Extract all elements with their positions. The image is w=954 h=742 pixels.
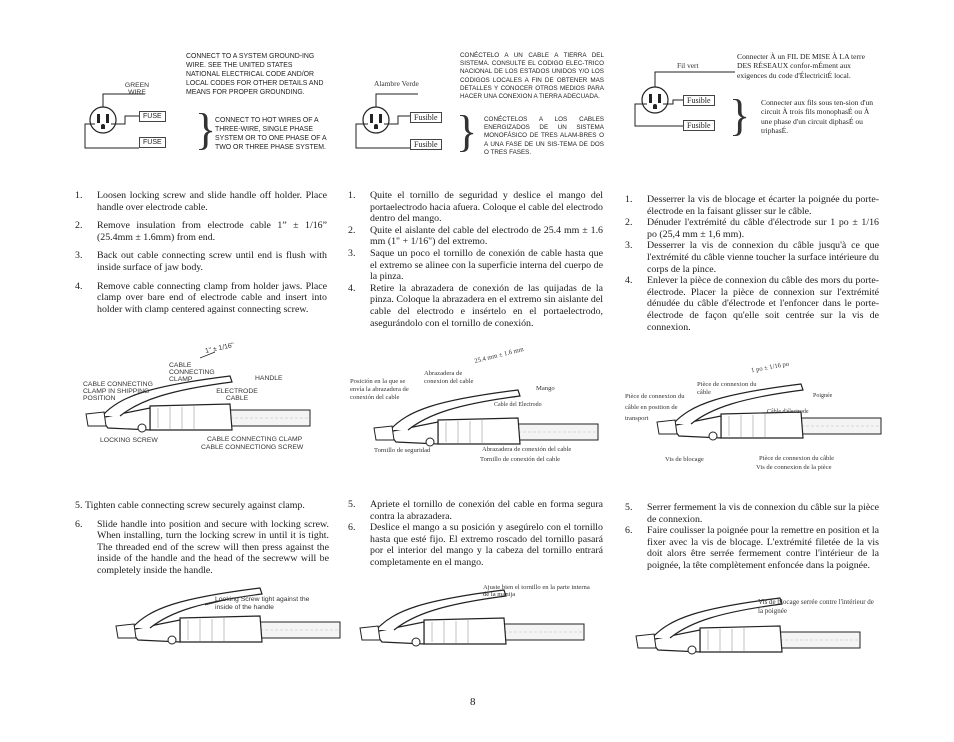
brace-icon: } — [195, 105, 217, 154]
label-clamp: Abrazadera de conexion del cable — [424, 370, 474, 385]
list-item: 1. Loosen locking screw and slide handle off holder. Place handle over electrode cable. — [75, 190, 327, 213]
fuse-box: FUSE — [139, 111, 166, 122]
measure-label: 1 po ± 1/16 po — [750, 360, 790, 375]
green-wire-label: GREEN WIRE — [124, 82, 150, 96]
plug-diagram — [348, 88, 468, 168]
tighten-screw-label: Ajuste bien el tornillo en la parte interna de la manija — [483, 584, 590, 598]
list-item: 1. Desserrer la vis de blocage et écarter la poignée du porte-électrode en la faisant glisser sur le câble. — [625, 194, 879, 217]
list-item: 5. Apriete el tornillo de conexión del cable en forma segura contra la abrazadera. — [348, 499, 603, 522]
label-connecting-screw: Tornillo de conexión del cable — [480, 456, 561, 463]
plug-diagram — [75, 88, 195, 168]
label-connecting-screw: Vis de connexion de la pièce — [756, 464, 832, 471]
holder-assembled-diagram — [110, 580, 340, 650]
list-item: 5. Tighten cable connecting screw securely against clamp. — [75, 500, 305, 511]
instruction-list — [625, 194, 879, 333]
label-electrode-cable: ELECTRODE CABLE — [216, 388, 258, 402]
fuse-box: Fusible — [683, 95, 715, 106]
label-cable-connecting-clamp-bottom: CABLE CONNECTING CLAMP — [207, 436, 303, 443]
label-electrode-cable: Cable del Electrodo — [494, 402, 542, 408]
list-item: 6. Faire coulisser la poignée pour la remettre en position et la fixer avec la vis de blocage. L'extrémité filetée de la vis doit alors être serrée fermement contre l'intérieur de la poignée, la tête complètement enfoncée dans la poignée. — [625, 525, 879, 571]
hot-wires-note: CONÉCTELOS A LOS CABLES ENERGIZADOS DE UN SISTEMA MONOFÁSICO DE TRES ALAM-BRES O A UNA FASE DE UN SIS-TEMA DE DOS O TRES FASES. — [484, 116, 604, 156]
list-item: 6. Slide handle into position and secure with locking screw. When installing, turn the locking screw in until it is tight. The threaded end of the screw will then press against the inside of the handle and the head of the secreww will be completely inside the handle. — [75, 518, 329, 576]
label-locking-screw: Tornillo de seguridad — [374, 447, 431, 454]
list-item: 3. Saque un poco el tornillo de conexión de cable hasta que el extremo se alinee con la superficie interna del cuerpo de la pinza. — [348, 247, 603, 283]
ground-note: CONÉCTELO A UN CABLE A TIERRA DEL SISTEMA. CONSULTE EL CODIGO ELEC-TRICO NACIONAL DE LOS ESTADOS UNIDOS Y/O LOS CODIGOS LOCALES A FIN DE OBTENER MAS DETALLES Y CONOCER OTROS MEDIOS PARA HACER UNA CONEXION A TIERRA ADECUADA. — [460, 52, 604, 101]
label-shipping-position: Posición en la que se envía la abrazadera de conexión del cable — [350, 378, 409, 401]
hot-wires-note: CONNECT TO HOT WIRES OF A THREE-WIRE, SINGLE PHASE SYSTEM OR TO ONE PHASE OF A TWO OR THREE PHASE SYSTEM. — [215, 117, 327, 151]
green-wire-label: Alambre Verde — [374, 79, 419, 88]
label-clamp-bottom: Pièce de connexion du câble — [759, 455, 835, 462]
label-cable-connecting-screw: CABLE CONNECTIONG SCREW — [201, 444, 304, 451]
list-item: 5. Serrer fermement la vis de connexion du câble sur la pièce de connexion. — [625, 502, 879, 525]
label-locking-screw: Vis de blocage — [665, 456, 704, 463]
instruction-list — [625, 502, 879, 572]
list-item: 2. Remove insulation from electrode cable 1” ± 1/16” (25.4mm ± 1.6mm) from end. — [75, 220, 327, 243]
label-locking-screw: LOCKING SCREW — [100, 437, 158, 444]
list-item: 1. Quite el tornillo de seguridad y deslice el mango del portaelectrodo hacia afuera. Coloque el cable del electrodo dentro del mango. — [348, 190, 603, 225]
hot-wires-note: Connecter aux fils sous ten-sion d'un circuit À trois fils monophasÉ ou À une phase d'un circuit diphasÉ ou triphasÉ. — [761, 98, 874, 136]
fuse-box: Fusible — [410, 112, 442, 123]
green-wire-label: Fil vert — [677, 61, 699, 70]
label-clamp: Pièce de connexion du câble — [697, 381, 757, 396]
list-item: 4. Enlever la pièce de connexion du câble des mors du porte-électrode. Placer la pièce de connexion sur l'extrémité dénudée du câble d'électrode et l'enfoncer dans le porte-électrode de façon qu'elle soit centrée sur la vis de connexion. — [625, 275, 879, 333]
plug-diagram — [625, 68, 745, 148]
label-handle: Mango — [536, 385, 555, 392]
list-item: 4. Remove cable connecting clamp from holder jaws. Place clamp over bare end of electrode cable and insert into holder with clamp centered against connecting screw. — [75, 280, 327, 315]
brace-icon: } — [456, 107, 478, 156]
instruction-list — [348, 190, 603, 329]
ground-note: CONNECT TO A SYSTEM GROUND-ING WIRE. SEE THE UNITED STATES NATIONAL ELECTRICAL CODE AND/OR LOCAL CODES FOR OTHER DETAILS AND MEANS FOR PROPER GROUNDING. — [186, 53, 324, 96]
label-shipping-position: CABLE CONNECTING CLAMP IN SHIPPING POSITION — [83, 381, 153, 402]
ground-note: Connecter À un FIL DE MISE À LA terre DES RÉSEAUX confor-mÉment aux exigences du code d'ÉlectricitÉ local. — [737, 52, 865, 80]
instruction-list — [75, 500, 329, 577]
fuse-box: Fusible — [410, 139, 442, 150]
page-number: 8 — [470, 696, 476, 708]
list-item: 2. Quite el aislante del cable del electrodo de 25.4 mm ± 1.6 mm (1" + 1/16") del extremo. — [348, 224, 603, 248]
instruction-list — [348, 499, 603, 569]
label-handle: HANDLE — [255, 375, 283, 382]
list-item: 4. Retire la abrazadera de conexión de las quijadas de la pinza. Coloque la abrazadera en el extremo sin aislante del cable del electrodo e insértelo en el portaelectrodo, asegurándolo con el tornillo de conexión. — [348, 282, 603, 329]
brace-icon: } — [729, 91, 751, 140]
fuse-box: FUSE — [139, 137, 166, 148]
label-electrode-cable: Câble d'électrode — [767, 409, 809, 415]
fuse-box: Fusible — [683, 120, 715, 131]
locking-screw-tight-label: Looking Screw tight against the inside of the handle — [215, 596, 310, 611]
label-cable-connecting-clamp: CABLE CONNECTING CLAMP — [169, 362, 215, 383]
list-item: 2. Dénuder l'extrémité du câble d'électrode sur 1 po ± 1/16 po (25,4 mm ± 1,6 mm). — [625, 217, 879, 240]
label-clamp-bottom: Abrazadera de conexión del cable — [482, 446, 572, 453]
measure-label: 1" ± 1/16" — [204, 342, 235, 355]
label-shipping-position: Pièce de connexion du câble en position de transport — [625, 393, 685, 422]
label-handle: Poignée — [813, 393, 833, 399]
measure-label: 25.4 mm ± 1.6 mm — [473, 346, 525, 366]
list-item: 3. Back out cable connecting screw until end is flush with inside surface of jaw body. — [75, 250, 327, 273]
list-item: 3. Desserrer la vis de connexion du câble jusqu'à ce que l'extrémité du câble vienne toucher la surface intérieure du corps de la pince. — [625, 240, 879, 275]
instruction-list — [75, 190, 327, 315]
locking-screw-tight-label: Vis de blocage serrée contre l'intérieur de la poignée — [758, 598, 874, 615]
list-item: 6. Deslice el mango a su posición y asegúrelo con el tornillo hasta que esté fijo. El extremo roscado del tornillo pasará por el interior del mango y la cabeza del tornillo entrará completamente en el mango. — [348, 522, 603, 568]
